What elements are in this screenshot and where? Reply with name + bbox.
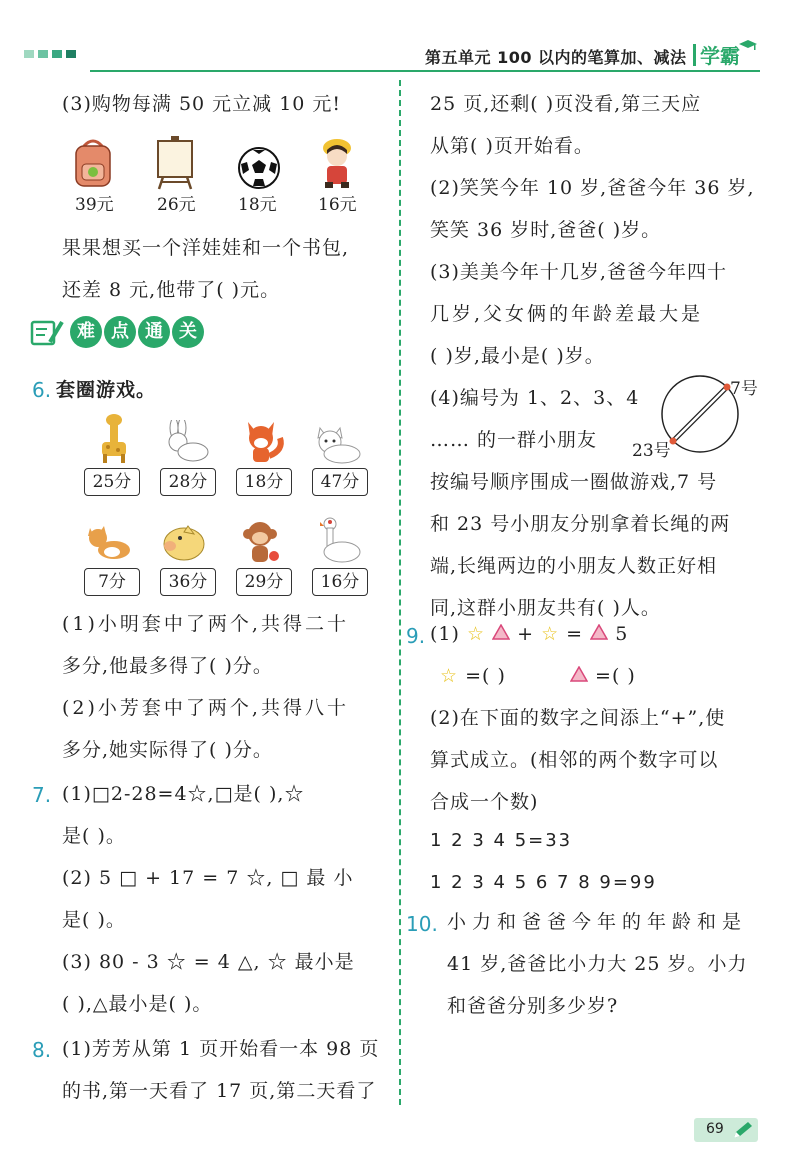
equals-sign: = <box>566 623 584 645</box>
triangle-icon <box>590 623 608 645</box>
q6-number: 6. <box>32 378 52 402</box>
score-box: 25分 <box>84 468 140 496</box>
score-box: 7分 <box>84 568 140 596</box>
q9-p1-answers <box>440 664 636 688</box>
doll-price: 16元 <box>318 195 357 215</box>
doll-icon <box>317 136 357 194</box>
backpack-price: 39元 <box>75 195 114 215</box>
circle-label-23: 23号 <box>632 441 671 461</box>
q8-p1-line4: 从第( )页开始看。 <box>430 135 594 157</box>
q10-line3: 和爸爸分别多少岁? <box>447 995 619 1017</box>
section-title-char: 难 <box>70 316 102 348</box>
cat-icon <box>310 422 362 468</box>
score-box: 47分 <box>312 468 368 496</box>
circle-label-7: 7号 <box>730 379 758 399</box>
pencil-note-icon <box>30 318 64 350</box>
q8-p4-line2: …… 的一群小朋友 <box>430 429 598 451</box>
triangle-icon <box>492 623 510 645</box>
easel-price: 26元 <box>157 195 196 215</box>
brand-divider <box>693 44 696 66</box>
unit-title: 第五单元 100 以内的笔算加、减法 <box>425 48 687 67</box>
q7-p1-line1: (1)□2-28=4☆,□是( ),☆ <box>62 783 305 805</box>
star-answer: =( ) <box>465 665 506 687</box>
q6-p2-line1: (2)小芳套中了两个,共得八十 <box>62 697 349 719</box>
goose-icon <box>316 516 362 570</box>
q9-p1-rest: 5 <box>615 623 629 645</box>
giraffe-icon <box>94 414 134 468</box>
q6-p1-line1: (1)小明套中了两个,共得二十 <box>62 613 349 635</box>
star-icon: ☆ <box>541 623 560 645</box>
q7-p2-line2: 是( )。 <box>62 909 126 931</box>
q8-p4-line4: 和 23 号小朋友分别拿着长绳的两 <box>430 513 731 535</box>
header-rule <box>90 70 760 72</box>
q7-number: 7. <box>32 783 52 807</box>
q8-p3-line2: 几岁,父女俩的年龄差最大是 <box>430 303 704 325</box>
pencil-icon <box>732 1120 754 1144</box>
q8-p2-line2: 笑笑 36 岁时,爸爸( )岁。 <box>430 219 662 241</box>
q8-p4-line6: 同,这群小朋友共有( )人。 <box>430 597 661 619</box>
q8-p4-line5: 端,长绳两边的小朋友人数正好相 <box>430 555 718 577</box>
score-box: 36分 <box>160 568 216 596</box>
q9-p2-line1: (2)在下面的数字之间添上“+”,使 <box>430 707 726 729</box>
q8-p1-line2: 的书,第一天看了 17 页,第二天看了 <box>62 1080 377 1102</box>
plus-sign: + <box>517 623 535 645</box>
score-box: 16分 <box>312 568 368 596</box>
column-divider <box>399 80 401 1105</box>
q9-p2-line3: 合成一个数) <box>430 791 539 813</box>
q7-p1-line2: 是( )。 <box>62 825 126 847</box>
rabbit-icon <box>160 420 210 468</box>
q9-p2-line2: 算式成立。(相邻的两个数字可以 <box>430 749 719 771</box>
section-title-char: 关 <box>172 316 204 348</box>
q8-p1-line1: (1)芳芳从第 1 页开始看一本 98 页 <box>62 1038 380 1060</box>
pig-icon <box>160 520 210 568</box>
backpack-icon <box>70 136 116 192</box>
q6-p2-line2: 多分,她实际得了( )分。 <box>62 739 273 761</box>
dog-icon <box>86 524 132 568</box>
triangle-answer: =( ) <box>595 665 636 687</box>
q10-line2: 41 岁,爸爸比小力大 25 岁。小力 <box>447 953 748 975</box>
section-title-char: 通 <box>138 316 170 348</box>
q7-p2-line1: (2) 5 □ + 17 = 7 ☆, □ 最 小 <box>62 867 354 889</box>
q9-p1-prefix: (1) <box>430 623 460 645</box>
q8-p2-line1: (2)笑笑今年 10 岁,爸爸今年 36 岁, <box>430 177 755 199</box>
score-box: 29分 <box>236 568 292 596</box>
q6-p1-line2: 多分,他最多得了( )分。 <box>62 655 273 677</box>
q9-eq1: 1 2 3 4 5=33 <box>430 830 573 851</box>
star-icon: ☆ <box>466 623 486 645</box>
brand-logo: 学霸 <box>700 44 740 68</box>
q6-title: 套圈游戏。 <box>56 379 157 401</box>
fox-icon <box>240 418 286 468</box>
q8-p4-line1: (4)编号为 1、2、3、4 <box>430 387 640 409</box>
soccer-ball-icon <box>237 146 281 194</box>
triangle-icon <box>570 665 588 687</box>
star-icon: ☆ <box>440 665 459 687</box>
shop-text-1: 果果想买一个洋娃娃和一个书包, <box>62 237 350 259</box>
q8-p3-line3: ( )岁,最小是( )岁。 <box>430 345 605 367</box>
q8-number: 8. <box>32 1038 52 1062</box>
q9-eq2: 1 2 3 4 5 6 7 8 9=99 <box>430 872 657 893</box>
q7-p3-line2: ( ),△最小是( )。 <box>62 993 213 1015</box>
q9-number: 9. <box>406 624 426 648</box>
page-number: 69 <box>706 1121 724 1137</box>
soccer-ball-price: 18元 <box>238 195 277 215</box>
page-number-box <box>694 1118 758 1142</box>
monkey-icon <box>240 518 286 570</box>
section-title <box>70 316 206 348</box>
score-box: 18分 <box>236 468 292 496</box>
q7-p3-line1: (3) 80 - 3 ☆ = 4 △, ☆ 最小是 <box>62 951 355 973</box>
shop-intro: (3)购物每满 50 元立减 10 元! <box>62 93 342 115</box>
q8-p3-line1: (3)美美今年十几岁,爸爸今年四十 <box>430 261 727 283</box>
q9-p1-equation <box>430 622 628 646</box>
score-box: 28分 <box>160 468 216 496</box>
shop-text-2: 还差 8 元,他带了( )元。 <box>62 279 281 301</box>
graduation-cap-icon <box>738 38 758 57</box>
q10-line1: 小力和爸爸今年的年龄和是 <box>447 911 748 933</box>
q8-p4-line3: 按编号顺序围成一圈做游戏,7 号 <box>430 471 718 493</box>
section-title-char: 点 <box>104 316 136 348</box>
q10-number: 10. <box>406 912 438 936</box>
q8-p1-line3: 25 页,还剩( )页没看,第三天应 <box>430 93 702 115</box>
easel-icon <box>155 136 195 194</box>
